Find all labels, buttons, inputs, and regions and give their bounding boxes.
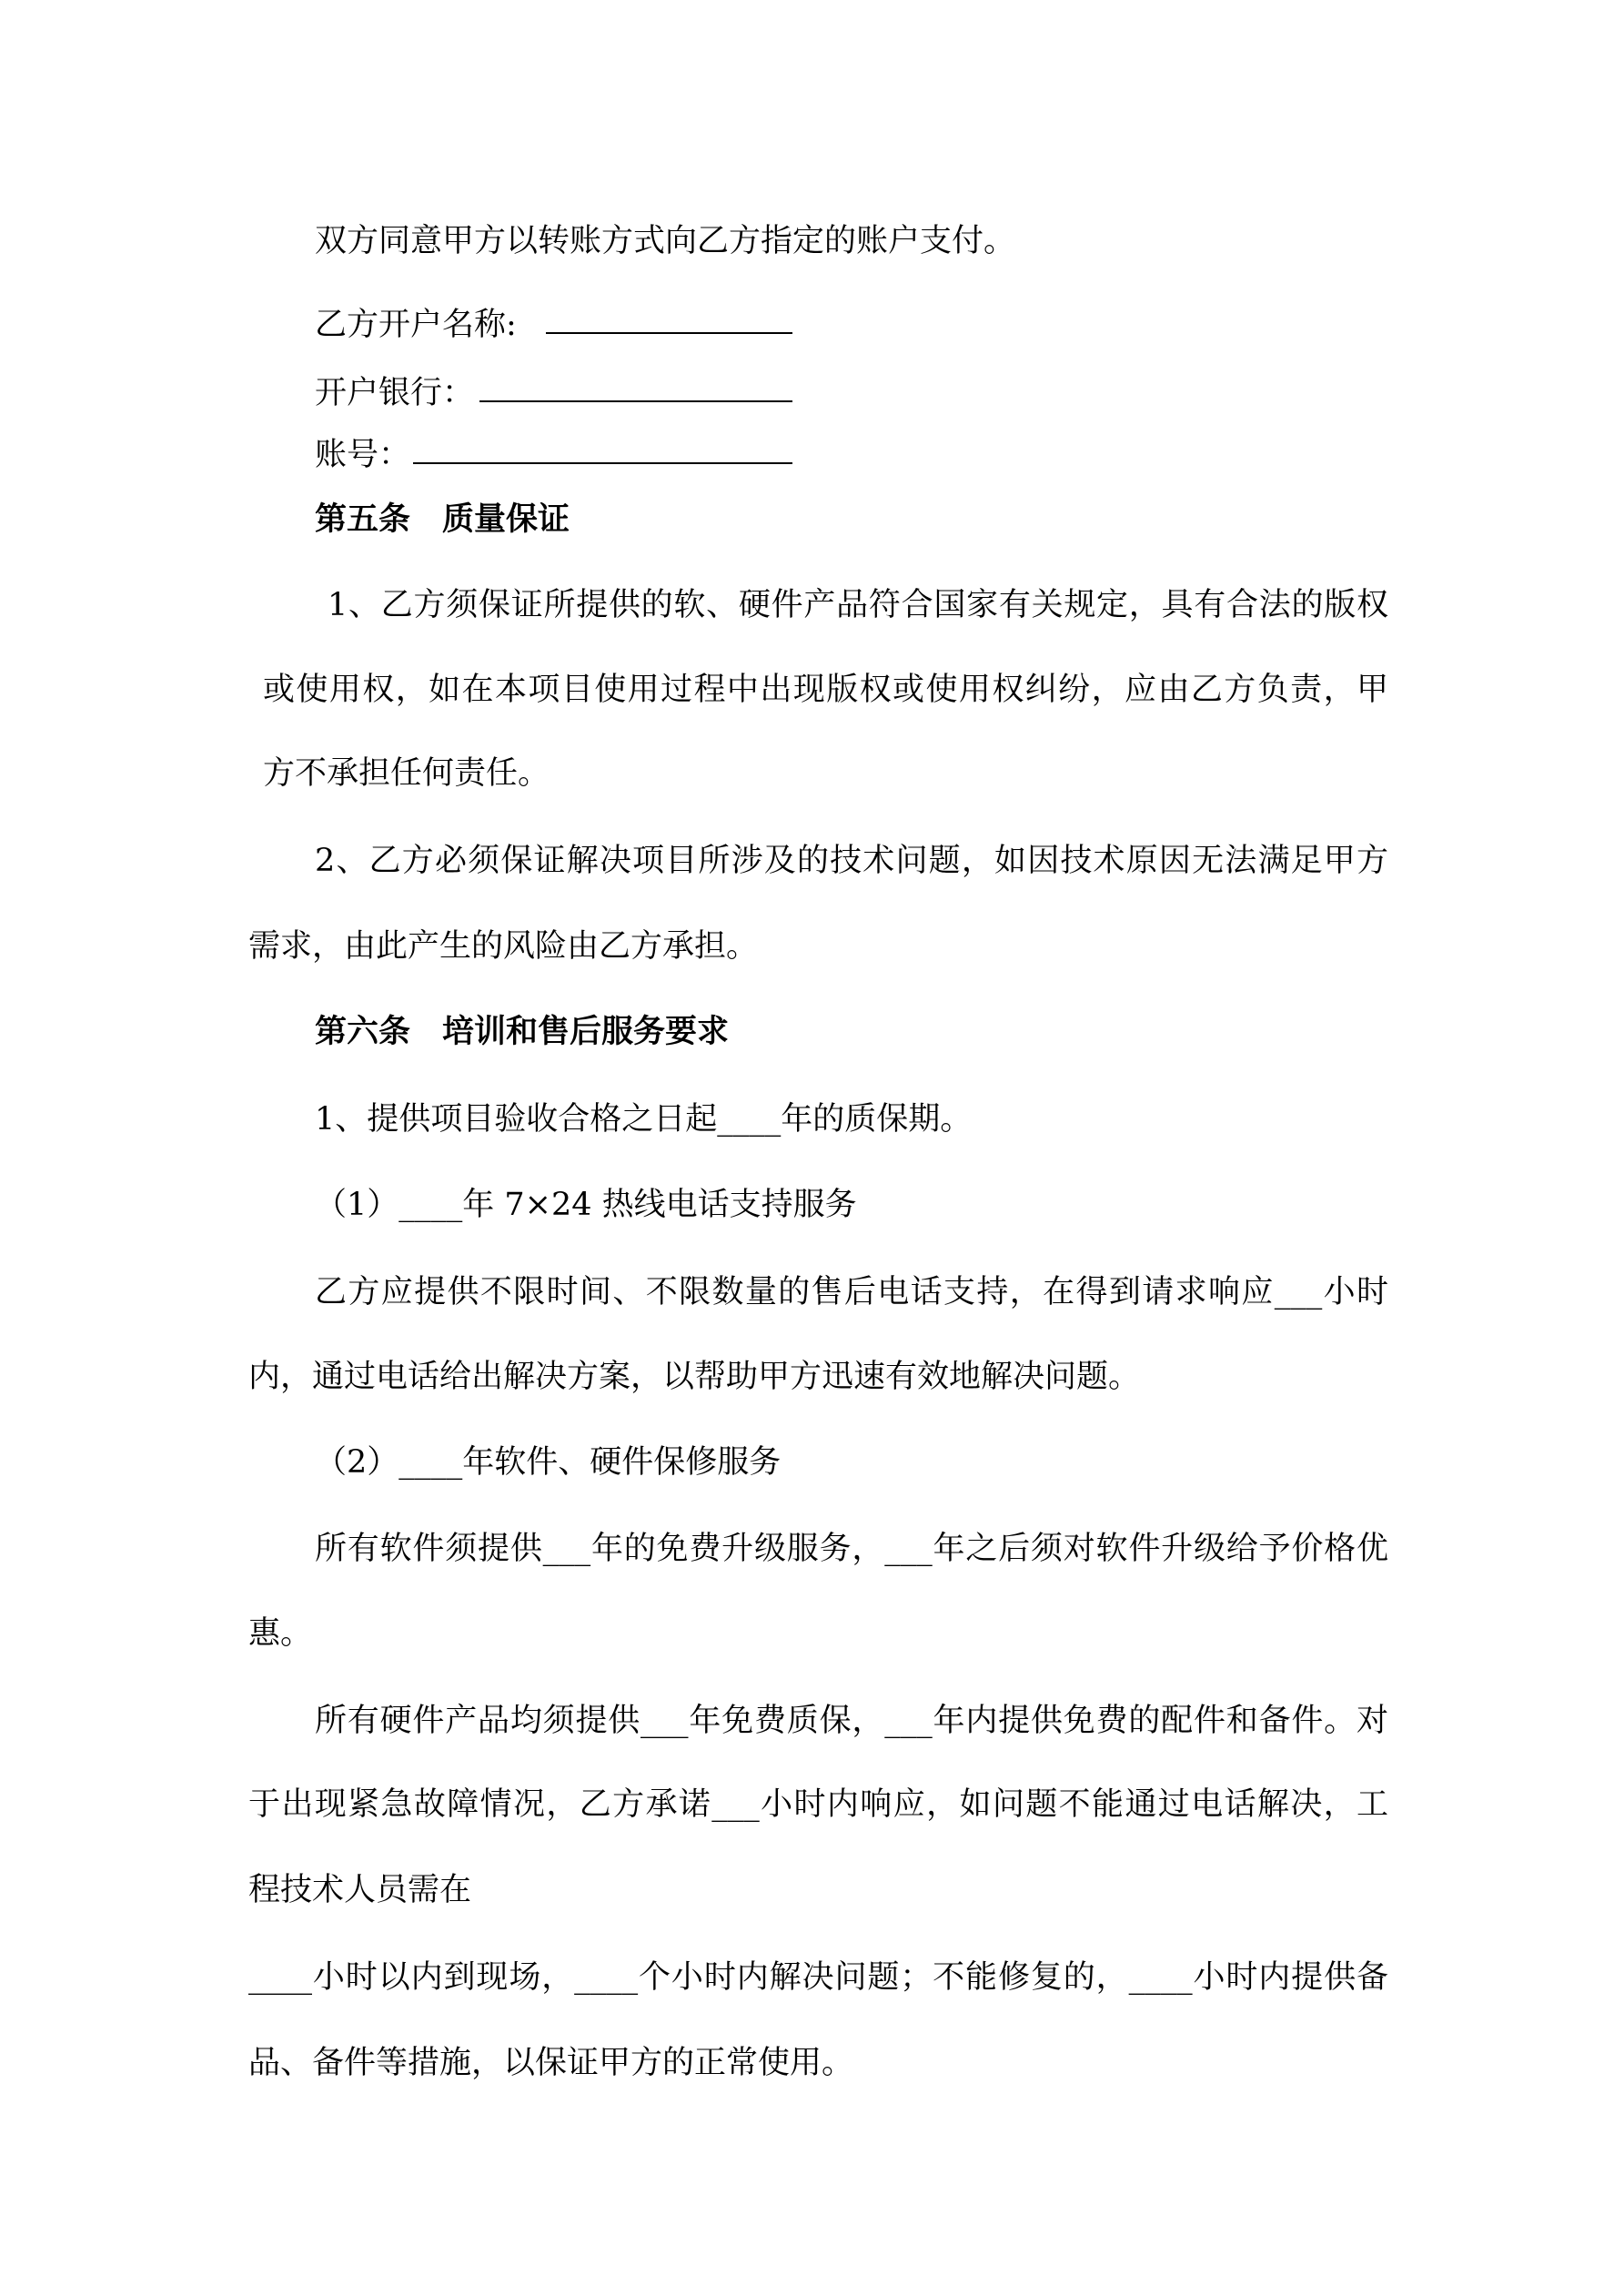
article6-item1: 1、提供项目验收合格之日起____年的质保期。 [315, 1101, 973, 1138]
sub1-text-line: 乙方应提供不限时间、不限数量的售后电话支持，在得到请求响应___小时 [315, 1274, 1388, 1310]
hardware-line: 品、备件等措施，以保证甲方的正常使用。 [248, 2045, 854, 2081]
article5-p1-line: 方不承担任何责任。 [263, 755, 550, 792]
software-line: 所有软件须提供___年的免费升级服务，___年之后须对软件升级给予价格优 [315, 1531, 1388, 1567]
payment-intro: 双方同意甲方以转账方式向乙方指定的账户支付。 [315, 223, 1016, 259]
article6-heading: 第六条 培训和售后服务要求 [315, 1014, 730, 1050]
software-line: 惠。 [248, 1615, 313, 1652]
hardware-line: 程技术人员需在 [248, 1872, 472, 1908]
account-no-field [315, 435, 410, 475]
account-name-label: 乙方开户名称: [315, 307, 517, 343]
account-name-field [315, 305, 517, 345]
bank-blank[interactable] [479, 373, 792, 402]
article6-sub2: （2）____年软件、硬件保修服务 [315, 1444, 782, 1481]
account-no-label: 账号： [315, 437, 411, 473]
article5-p1-line: 1、乙方须保证所提供的软、硬件产品符合国家有关规定，具有合法的版权 [328, 587, 1388, 623]
article5-heading: 第五条 质量保证 [315, 501, 570, 538]
bank-field [315, 373, 474, 413]
hardware-line: ____小时以内到现场，____个小时内解决问题；不能修复的，____小时内提供备 [248, 1959, 1388, 1996]
article5-p2-line: 需求，由此产生的风险由乙方承担。 [248, 928, 759, 965]
bank-label: 开户银行： [315, 375, 475, 411]
hardware-line: 所有硬件产品均须提供___年免费质保，___年内提供免费的配件和备件。对 [315, 1703, 1388, 1739]
account-no-blank[interactable] [413, 435, 792, 464]
article6-sub1: （1）____年 7×24 热线电话支持服务 [315, 1187, 857, 1223]
article5-p2-line: 2、乙方必须保证解决项目所涉及的技术问题，如因技术原因无法满足甲方 [315, 843, 1388, 879]
article5-p1-line: 或使用权，如在本项目使用过程中出现版权或使用权纠纷，应由乙方负责，甲 [263, 672, 1388, 708]
account-name-blank[interactable] [546, 305, 792, 334]
hardware-line: 于出现紧急故障情况，乙方承诺___小时内响应，如问题不能通过电话解决，工 [248, 1786, 1388, 1823]
sub1-text-line: 内，通过电话给出解决方案，以帮助甲方迅速有效地解决问题。 [248, 1359, 1141, 1395]
